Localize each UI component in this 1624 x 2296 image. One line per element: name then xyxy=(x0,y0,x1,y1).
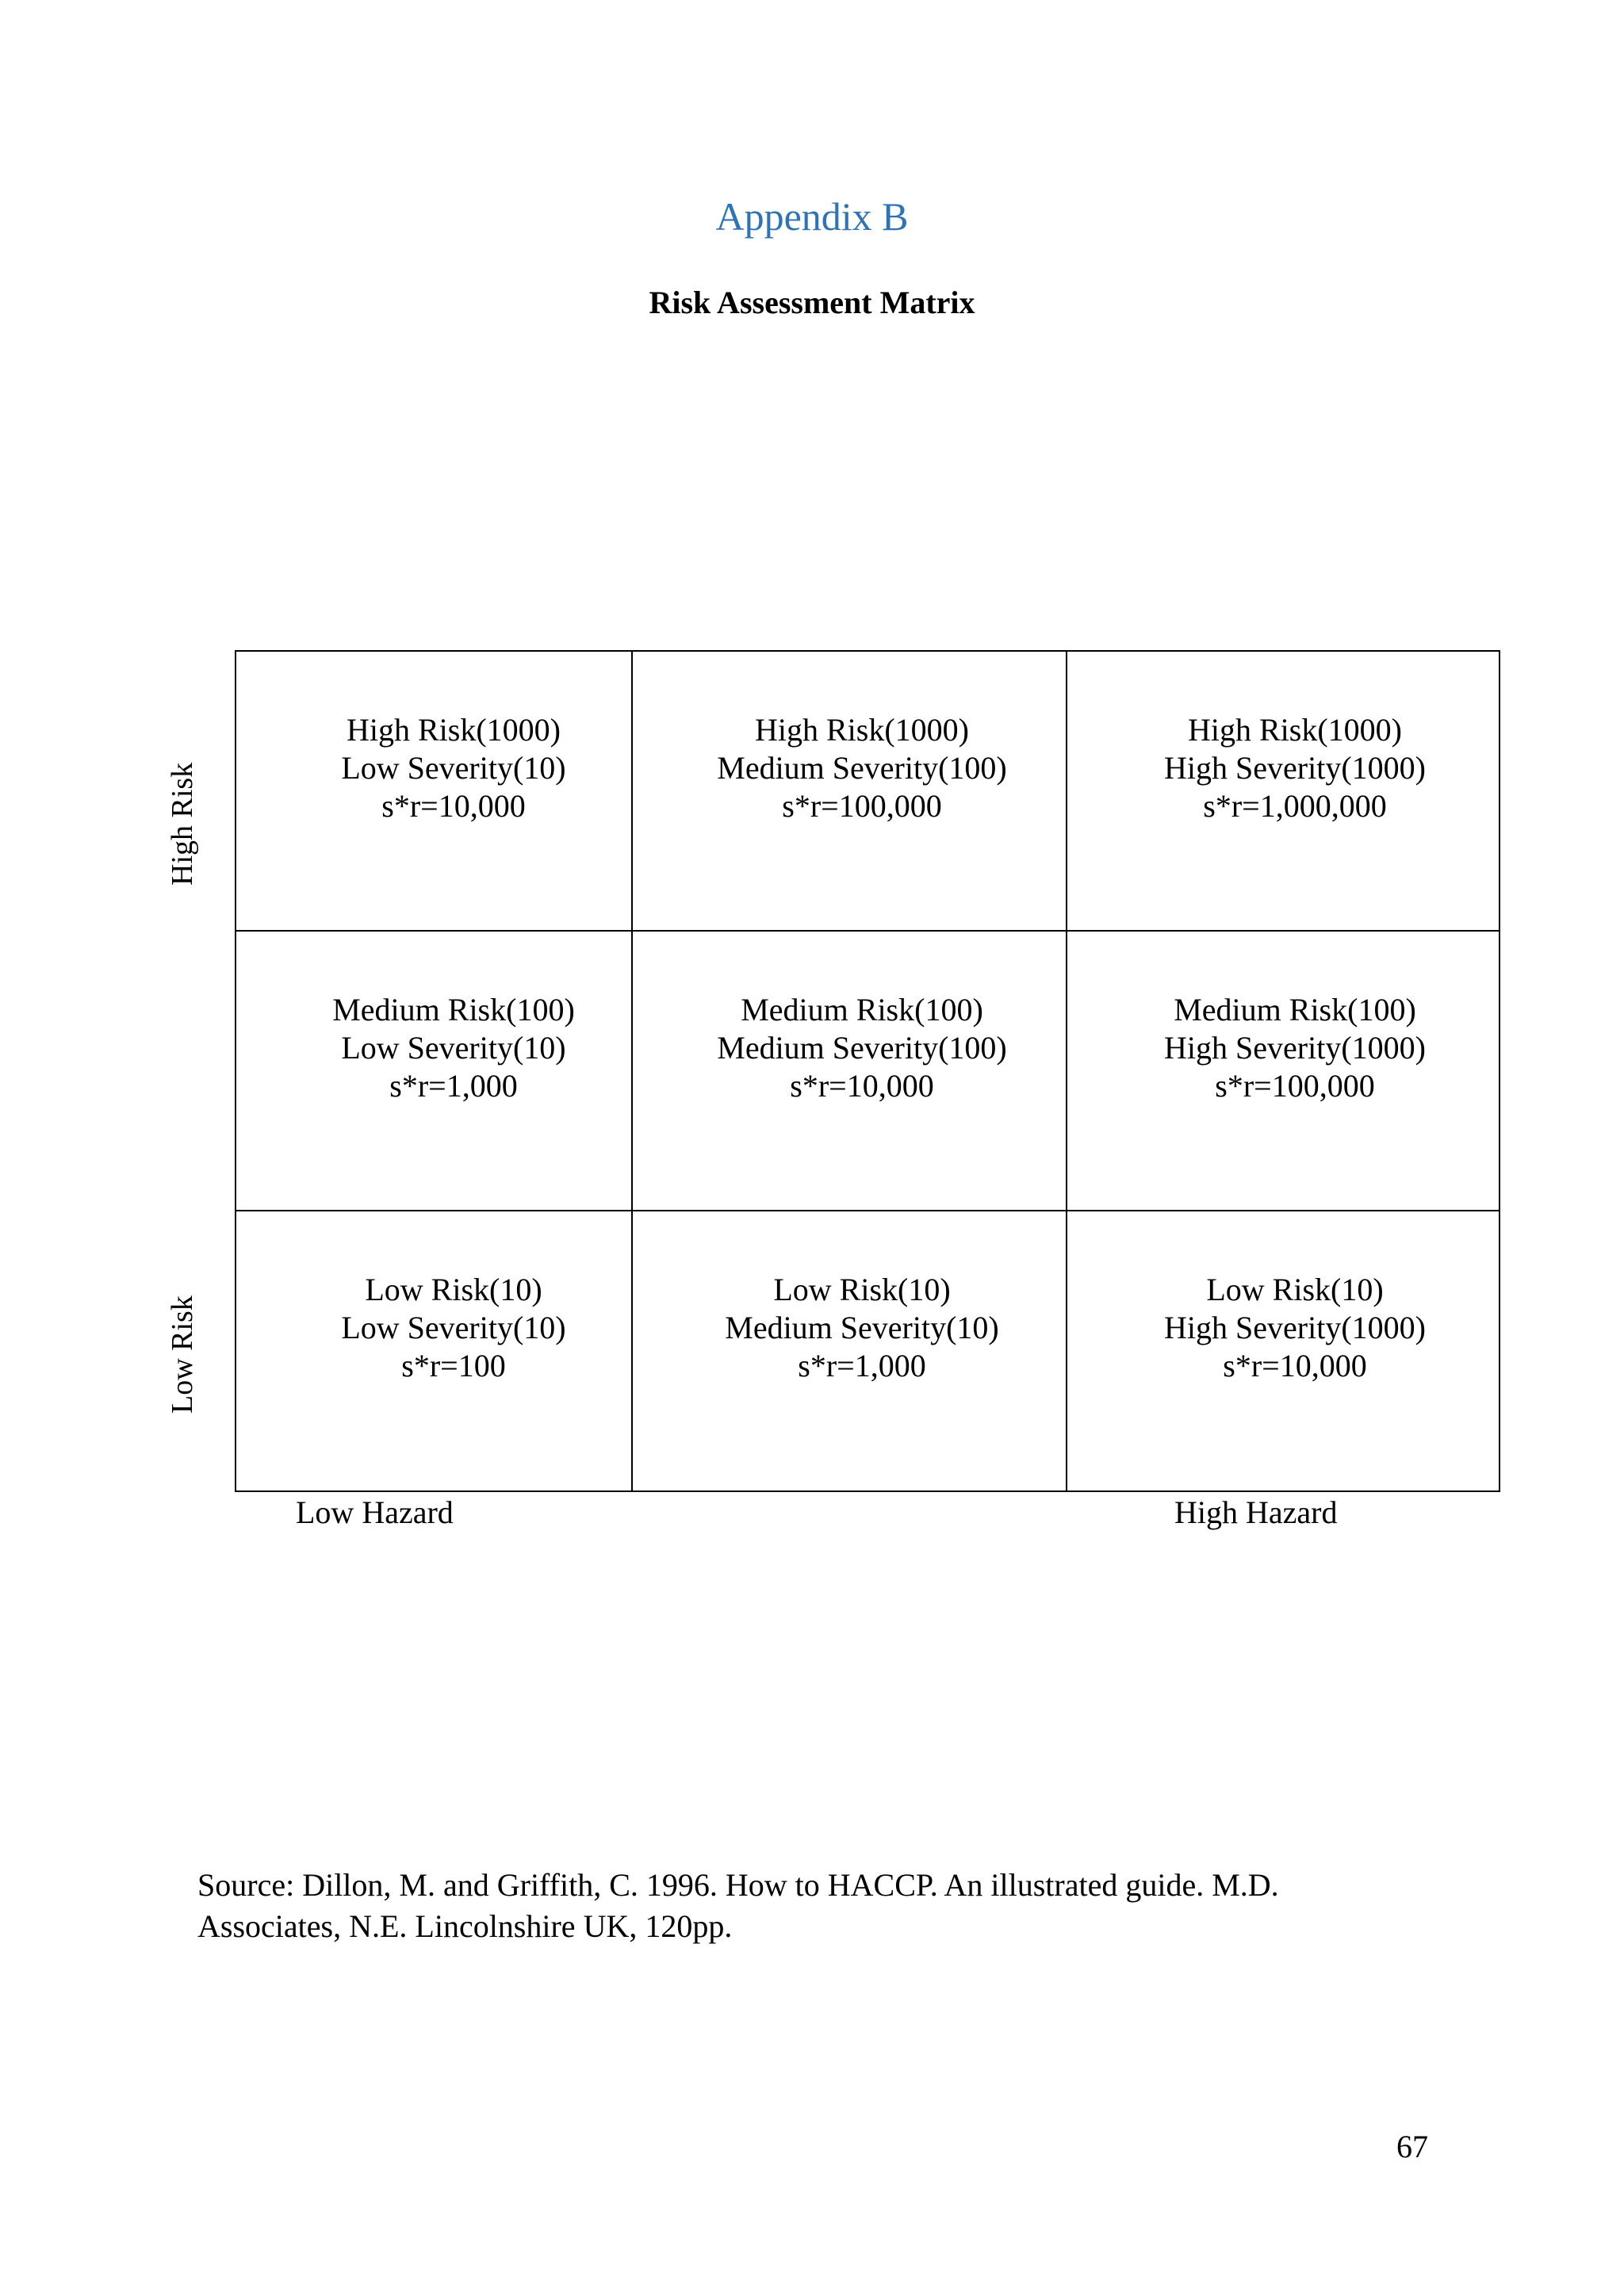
risk-matrix-table xyxy=(235,650,1500,1492)
matrix-cell-low-risk-high-severity xyxy=(1067,1211,1499,1490)
cell-product-value: s*r=10,000 xyxy=(790,1068,934,1104)
cell-severity-label: High Severity(1000) xyxy=(1164,1030,1426,1066)
matrix-cell-medium-risk-high-severity xyxy=(1067,932,1499,1211)
cell-risk-label: Medium Risk(100) xyxy=(741,992,983,1027)
matrix-cell-medium-risk-low-severity xyxy=(236,932,633,1211)
matrix-cell-low-risk-medium-severity xyxy=(633,1211,1067,1490)
cell-severity-label: Medium Severity(100) xyxy=(717,1030,1007,1066)
cell-severity-label: Low Severity(10) xyxy=(341,1310,566,1345)
matrix-cell-high-risk-high-severity xyxy=(1067,652,1499,932)
source-citation xyxy=(197,1865,1450,1947)
cell-severity-label: Low Severity(10) xyxy=(341,750,566,786)
cell-product-value: s*r=1,000 xyxy=(389,1068,518,1104)
cell-risk-label: High Risk(1000) xyxy=(1188,712,1402,748)
matrix-cell-low-risk-low-severity xyxy=(236,1211,633,1490)
cell-product-value: s*r=10,000 xyxy=(1223,1348,1367,1383)
page-number: 67 xyxy=(1396,2129,1428,2164)
cell-risk-label: Low Risk(10) xyxy=(773,1272,951,1307)
appendix-heading: Appendix B xyxy=(715,194,909,239)
y-axis-label-high-risk: High Risk xyxy=(166,762,199,886)
cell-product-value: s*r=1,000 xyxy=(798,1348,926,1383)
matrix-cell-medium-risk-medium-severity xyxy=(633,932,1067,1211)
cell-risk-label: Low Risk(10) xyxy=(1206,1272,1384,1307)
cell-product-value: s*r=10,000 xyxy=(381,788,526,824)
cell-severity-label: Medium Severity(10) xyxy=(725,1310,999,1345)
x-axis-label-low-hazard: Low Hazard xyxy=(296,1494,454,1530)
matrix-title: Risk Assessment Matrix xyxy=(649,285,975,320)
source-line-2: Associates, N.E. Lincolnshire UK, 120pp. xyxy=(197,1908,733,1944)
matrix-cell-high-risk-medium-severity xyxy=(633,652,1067,932)
cell-product-value: s*r=100 xyxy=(401,1348,506,1383)
cell-severity-label: High Severity(1000) xyxy=(1164,1310,1426,1345)
cell-risk-label: High Risk(1000) xyxy=(347,712,561,748)
cell-severity-label: High Severity(1000) xyxy=(1164,750,1426,786)
cell-product-value: s*r=100,000 xyxy=(1215,1068,1375,1104)
x-axis-label-high-hazard: High Hazard xyxy=(1174,1494,1338,1530)
cell-risk-label: Low Risk(10) xyxy=(365,1272,542,1307)
cell-severity-label: Low Severity(10) xyxy=(341,1030,566,1066)
matrix-cell-high-risk-low-severity xyxy=(236,652,633,932)
cell-product-value: s*r=1,000,000 xyxy=(1203,788,1387,824)
cell-risk-label: Medium Risk(100) xyxy=(1174,992,1416,1027)
y-axis-label-low-risk: Low Risk xyxy=(166,1295,199,1414)
source-line-1: Source: Dillon, M. and Griffith, C. 1996. How to HACCP. An illustrated guide. M.D. xyxy=(197,1867,1279,1903)
cell-risk-label: Medium Risk(100) xyxy=(332,992,575,1027)
cell-risk-label: High Risk(1000) xyxy=(755,712,969,748)
cell-severity-label: Medium Severity(100) xyxy=(717,750,1007,786)
cell-product-value: s*r=100,000 xyxy=(782,788,942,824)
